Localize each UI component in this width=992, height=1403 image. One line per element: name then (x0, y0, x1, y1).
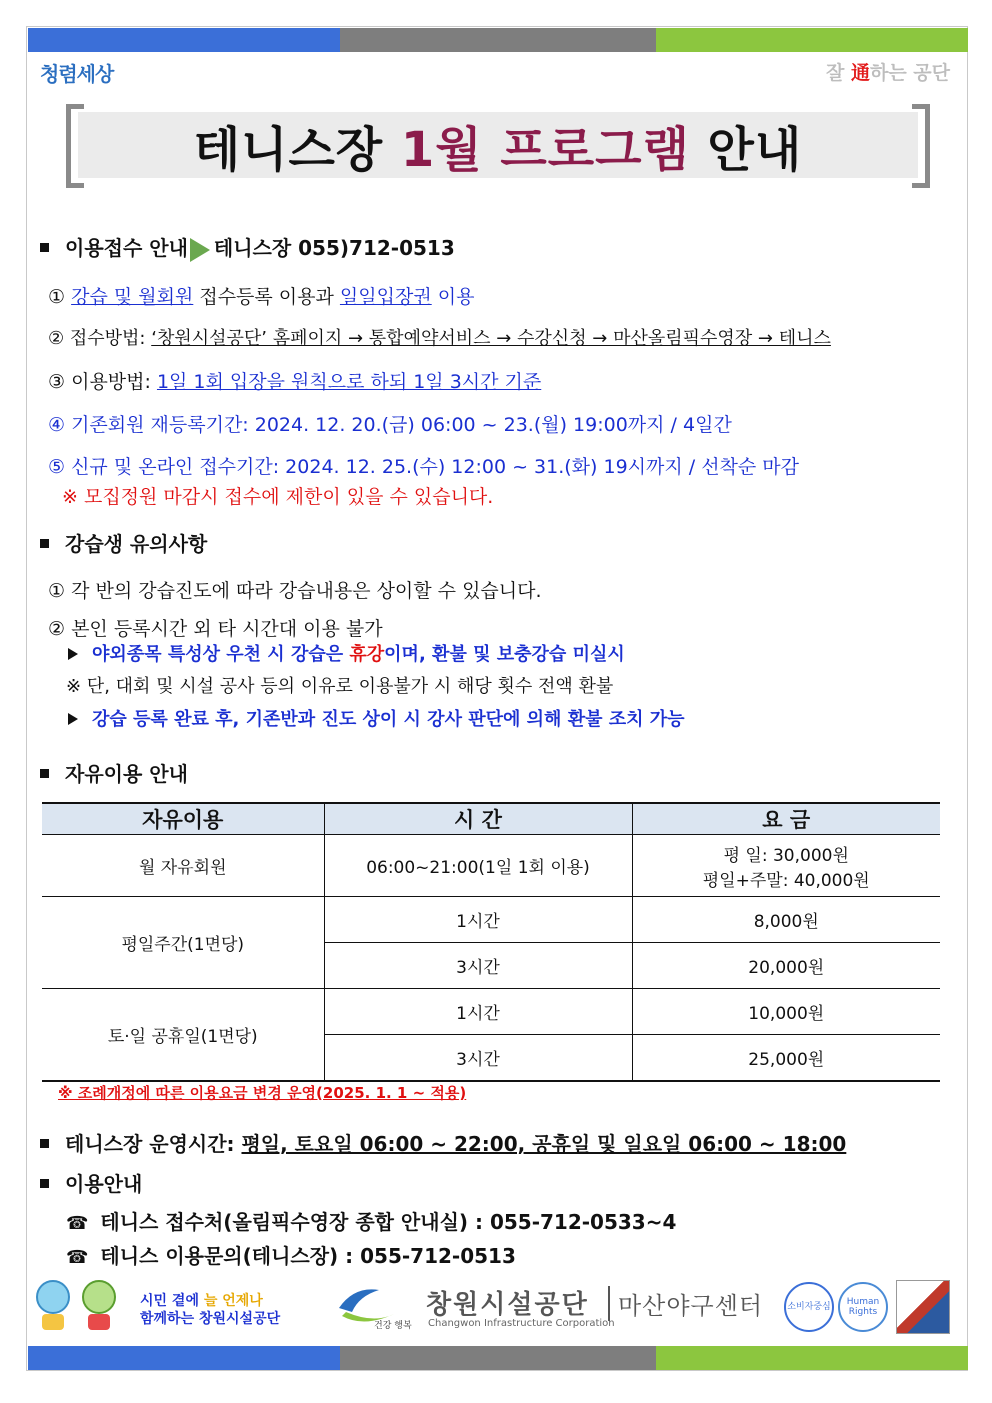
student-notice-1: ① 각 반의 강습진도에 따라 강습내용은 상이할 수 있습니다. (48, 580, 542, 602)
phone-icon: ☎ (66, 1213, 89, 1234)
table-cell: 25,000원 (632, 1035, 940, 1081)
column-header: 요 금 (632, 803, 940, 835)
page-title: 테니스장 1월 프로그램 안내 (193, 121, 803, 178)
consumer-centered-badge-icon: 소비자중심 (784, 1282, 834, 1332)
fee-change-note: ※ 조례개정에 따른 이용요금 변경 운영(2025. 1. 1 ~ 적용) (58, 1084, 467, 1102)
table-cell: 8,000원 (632, 897, 940, 943)
table-cell: 월 자유회원 (42, 835, 324, 897)
top-color-bar (28, 28, 968, 52)
student-notice-2: ② 본인 등록시간 외 타 시간대 이용 불가 (48, 618, 383, 640)
table-cell: 20,000원 (632, 943, 940, 989)
bottom-color-bar (28, 1346, 968, 1370)
operating-hours: 테니스장 운영시간: 평일, 토요일 06:00 ~ 22:00, 공휴일 및 일요일 06:00 ~ 18:00 (40, 1128, 846, 1157)
table-cell: 평일주간(1면당) (42, 897, 324, 989)
table-cell: 1시간 (324, 897, 632, 943)
integrity-logo: 청렴세상 (40, 62, 114, 86)
registration-item-1: ① 강습 및 월회원 접수등록 이용과 일일입장권 이용 (48, 286, 475, 308)
table-cell: 토·일 공휴일(1면당) (42, 989, 324, 1081)
triangle-bullet-icon (68, 648, 78, 660)
registration-item-2: ② 접수방법: ‘창원시설공단’ 홈페이지 → 통합예약서비스 → 수강신청 → 마산올림픽수영장 → 테니스 (48, 328, 831, 349)
registration-item-5: ⑤ 신규 및 온라인 접수기간: 2024. 12. 25.(수) 12:00 ~ 31.(화) 19시까지 / 선착순 마감 (48, 456, 800, 478)
corporation-emblem-icon (334, 1284, 412, 1332)
fee-table (42, 802, 940, 1082)
table-cell: 3시간 (324, 943, 632, 989)
section-registration-heading: 이용접수 안내 테니스장 055)712-0513 (40, 232, 455, 262)
student-bullet-2: 강습 등록 완료 후, 기존반과 진도 상이 시 강사 판단에 의해 환불 조치 가능 (68, 705, 685, 731)
certification-badge-icon (896, 1280, 950, 1334)
phone-icon: ☎ (66, 1247, 89, 1268)
title-banner (66, 104, 930, 188)
column-header: 시 간 (324, 803, 632, 835)
registration-note: ※ 모집정원 마감시 접수에 제한이 있을 수 있습니다. (62, 486, 494, 508)
table-row (42, 897, 940, 943)
registration-item-4: ④ 기존회원 재등록기간: 2024. 12. 20.(금) 06:00 ~ 23.(월) 19:00까지 / 4일간 (48, 414, 732, 436)
footer-slogan: 시민 곁에 늘 언제나 함께하는 창원시설공단 (140, 1293, 281, 1327)
contact-inquiry: ☎ 테니스 이용문의(테니스장) : 055-712-0513 (66, 1244, 516, 1268)
mascot-icon (82, 1280, 116, 1332)
table-cell: 06:00~21:00(1일 1회 이용) (324, 835, 632, 897)
corporation-name: 창원시설공단 (426, 1290, 589, 1320)
table-row (42, 835, 940, 897)
corporation-name-en: Changwon Infrastructure Corporation (428, 1318, 615, 1329)
student-refund-note: ※ 단, 대회 및 시설 공사 등의 이유로 이용불가 시 해당 횟수 전액 환불 (66, 676, 614, 697)
section-student-notice-heading: 강습생 유의사항 (40, 528, 207, 557)
arrow-right-icon (190, 238, 210, 262)
footer (28, 1278, 968, 1338)
table-cell: 평 일: 30,000원 평일+주말: 40,000원 (632, 835, 940, 897)
registration-item-3: ③ 이용방법: 1일 1회 입장을 원칙으로 하되 1일 3시간 기준 (48, 371, 542, 393)
center-name: 마산야구센터 (608, 1286, 763, 1321)
fee-table-header (42, 803, 940, 835)
human-rights-badge-icon: Human Rights (838, 1282, 888, 1332)
triangle-bullet-icon (68, 713, 78, 725)
student-bullet-1: 야외종목 특성상 우천 시 강습은 휴강이며, 환불 및 보충강습 미실시 (68, 640, 625, 666)
table-cell: 10,000원 (632, 989, 940, 1035)
svg-text:건강 행복: 건강 행복 (374, 1321, 412, 1331)
table-row (42, 989, 940, 1035)
table-cell: 1시간 (324, 989, 632, 1035)
page-frame (26, 26, 968, 1371)
table-cell: 3시간 (324, 1035, 632, 1081)
mascot-icon (36, 1280, 70, 1332)
section-info-heading: 이용안내 (40, 1168, 142, 1197)
contact-registration: ☎ 테니스 접수처(올림픽수영장 종합 안내실) : 055-712-0533~4 (66, 1210, 677, 1234)
section-free-use-heading: 자유이용 안내 (40, 758, 188, 787)
slogan-logo: 잘 通하는 공단 (825, 62, 950, 84)
column-header: 자유이용 (42, 803, 324, 835)
